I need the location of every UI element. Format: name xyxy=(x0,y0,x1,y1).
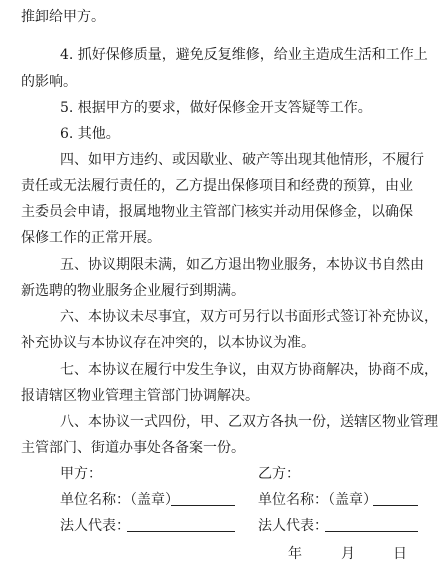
text-line: 5. 根据甲方的要求，做好保修金开支答疑等工作。 xyxy=(60,100,372,116)
text-line: 补充协议与本协议存在冲突的，以本协议为准。 xyxy=(21,335,315,351)
unit-name-b-blank[interactable] xyxy=(373,505,418,506)
text-line: 六、本协议未尽事宜，双方可另行以书面形式签订补充协议， xyxy=(60,309,438,325)
text-line: 推卸给甲方。 xyxy=(21,9,105,25)
legal-rep-a-label: 法人代表： xyxy=(60,518,130,534)
text-line: 四、如甲方违约、或因歇业、破产等出现其他情形，不履行 xyxy=(60,152,424,168)
text-line: 责任或无法履行责任的，乙方提出保修项目和经费的预算，由业 xyxy=(21,178,413,194)
party-b-label: 乙方： xyxy=(258,466,300,482)
legal-rep-b-label: 法人代表： xyxy=(258,518,328,534)
text-line: 五、协议期限未满，如乙方退出物业服务，本协议书自然由 xyxy=(60,257,424,273)
legal-rep-b-blank[interactable] xyxy=(325,531,418,532)
text-line: 新选聘的物业服务企业履行到期满。 xyxy=(21,283,245,299)
text-line: 报请辖区物业管理主管部门协调解决。 xyxy=(21,388,259,404)
text-line: 6. 其他。 xyxy=(60,126,120,142)
text-line: 七、本协议在履行中发生争议，由双方协商解决，协商不成， xyxy=(60,362,438,378)
legal-rep-a-blank[interactable] xyxy=(127,531,235,532)
text-line: 的影响。 xyxy=(21,74,77,90)
date-day: 日 xyxy=(393,546,407,562)
text-line: 主管部门、街道办事处各备案一份。 xyxy=(21,440,245,456)
unit-name-a-label: 单位名称：（盖章） xyxy=(60,492,179,508)
text-line: 八、本协议一式四份，甲、乙双方各执一份，送辖区物业管理 xyxy=(60,414,438,430)
date-year: 年 xyxy=(288,546,302,562)
text-line: 保修工作的正常开展。 xyxy=(21,230,161,246)
unit-name-b-label: 单位名称：（盖章） xyxy=(258,492,377,508)
text-line: 4. 抓好保修质量，避免反复维修，给业主造成生活和工作上 xyxy=(60,47,428,63)
date-month: 月 xyxy=(341,546,355,562)
party-a-label: 甲方： xyxy=(60,466,102,482)
text-line: 主委员会申请，报属地物业主管部门核实并动用保修金，以确保 xyxy=(21,204,413,220)
unit-name-a-blank[interactable] xyxy=(171,505,235,506)
